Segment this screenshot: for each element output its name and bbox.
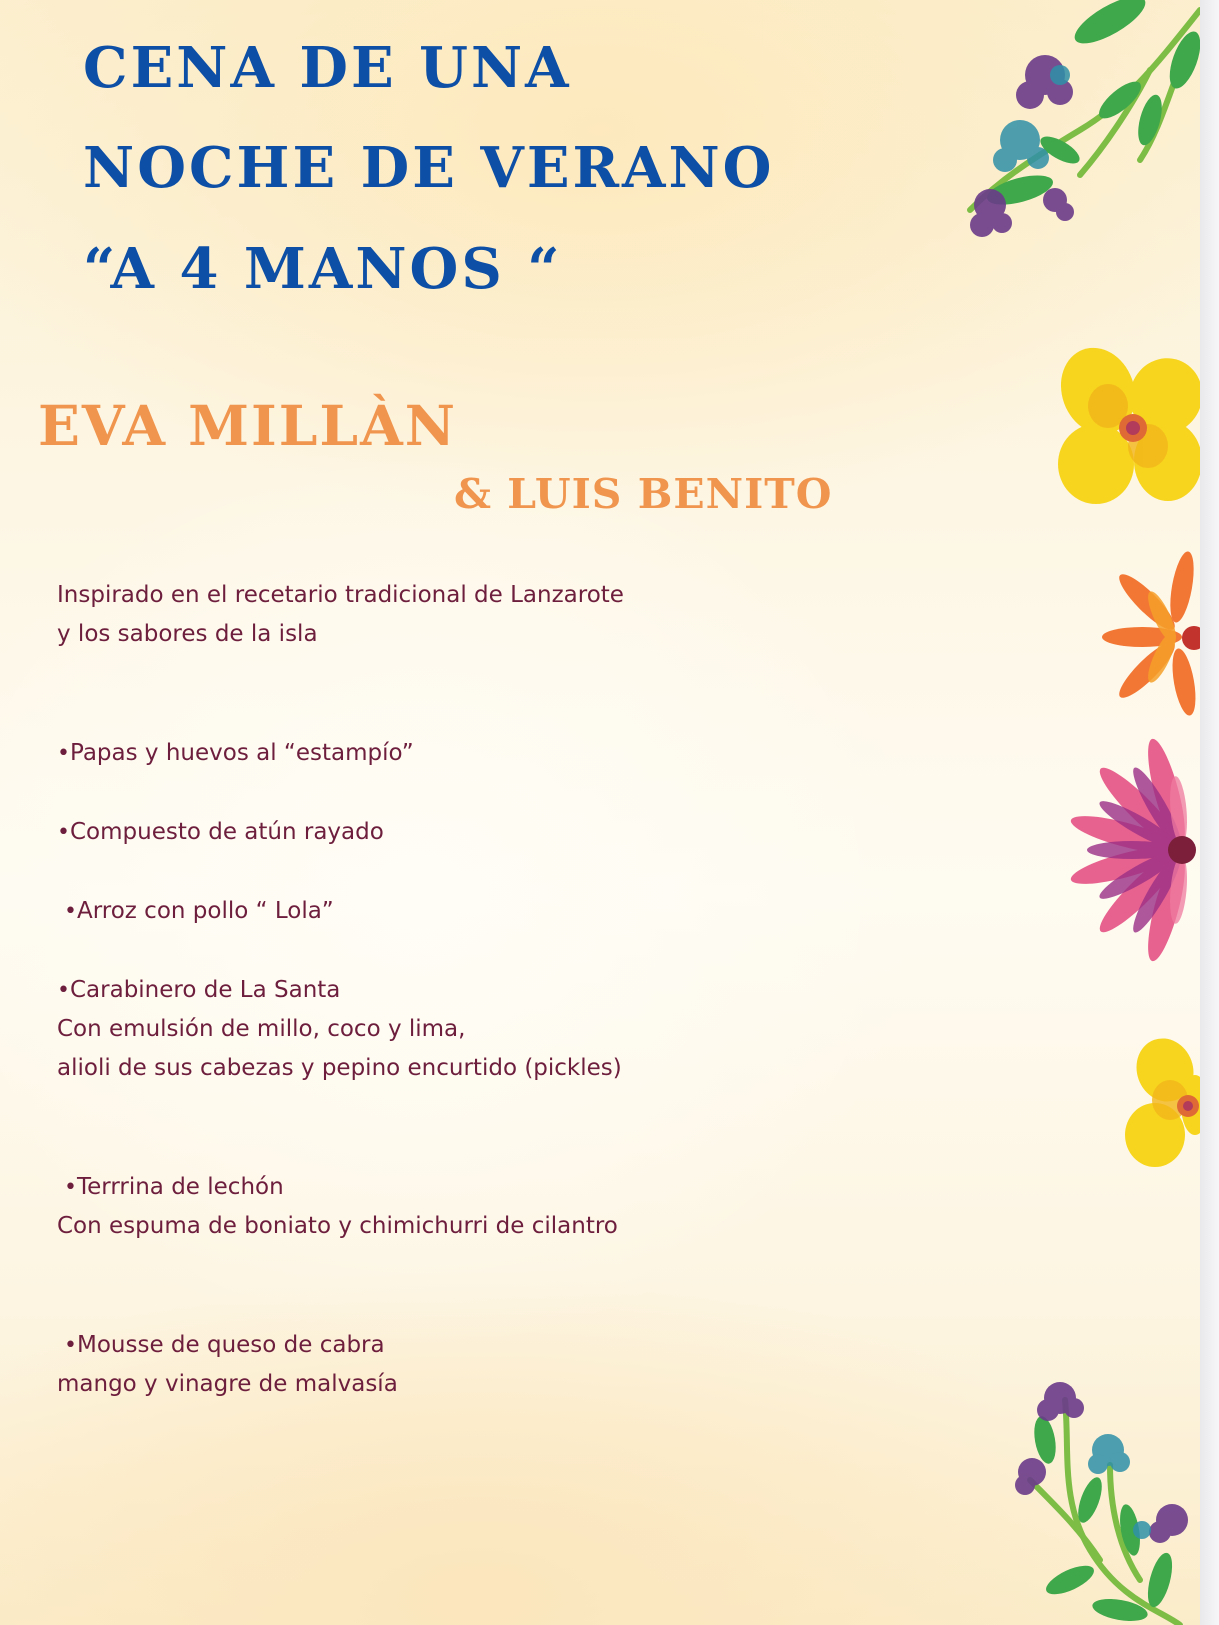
dish-name: Papas y huevos al “estampío” [69, 740, 414, 766]
bullet: • [57, 978, 70, 1003]
menu-item-2 [57, 821, 384, 844]
chef-name-secondary: & LUIS BENITO [454, 470, 833, 518]
yellow-flower-icon [1048, 346, 1200, 511]
purple-flower-branch-icon [1010, 1380, 1200, 1625]
dish-name: Compuesto de atún rayado [69, 819, 384, 845]
page-edge [1200, 0, 1219, 1625]
orange-flower-icon [1112, 562, 1200, 712]
menu-item-4-desc-1: Con emulsión de millo, coco y lima, [57, 1016, 466, 1042]
chef-name-primary: EVA MILLÀN [38, 393, 458, 458]
bullet: • [64, 899, 77, 924]
dish-name: Terrrina de lechón [76, 1174, 284, 1200]
menu-item-5 [64, 1176, 284, 1199]
menu-item-6-desc: mango y vinagre de malvasía [57, 1371, 398, 1397]
bullet: • [64, 1333, 77, 1358]
dish-name: Mousse de queso de cabra [76, 1332, 385, 1358]
yellow-flower-icon [1120, 1040, 1200, 1170]
menu-item-1 [57, 742, 414, 765]
bullet: • [57, 820, 70, 845]
intro-line-1: Inspirado en el recetario tradicional de Lanzarote [57, 582, 624, 608]
purple-flower-branch-icon [960, 0, 1200, 250]
menu-item-4-desc-2: alioli de sus cabezas y pepino encurtido (pickles) [57, 1055, 622, 1081]
menu-item-4 [57, 979, 340, 1002]
menu-item-5-desc: Con espuma de boniato y chimichurri de cilantro [57, 1213, 618, 1239]
title-line-2: NOCHE DE VERANO [83, 135, 775, 201]
menu-item-3 [64, 900, 334, 923]
title-line-1: CENA DE UNA [83, 35, 572, 101]
menu-item-6 [64, 1334, 385, 1357]
bullet: • [57, 741, 70, 766]
dish-name: Arroz con pollo “ Lola” [76, 898, 334, 924]
title-line-3: “A 4 MANOS “ [83, 236, 563, 302]
dish-name: Carabinero de La Santa [69, 977, 341, 1003]
bullet: • [64, 1175, 77, 1200]
pink-flower-icon [1060, 730, 1200, 970]
intro-line-2: y los sabores de la isla [57, 621, 318, 647]
